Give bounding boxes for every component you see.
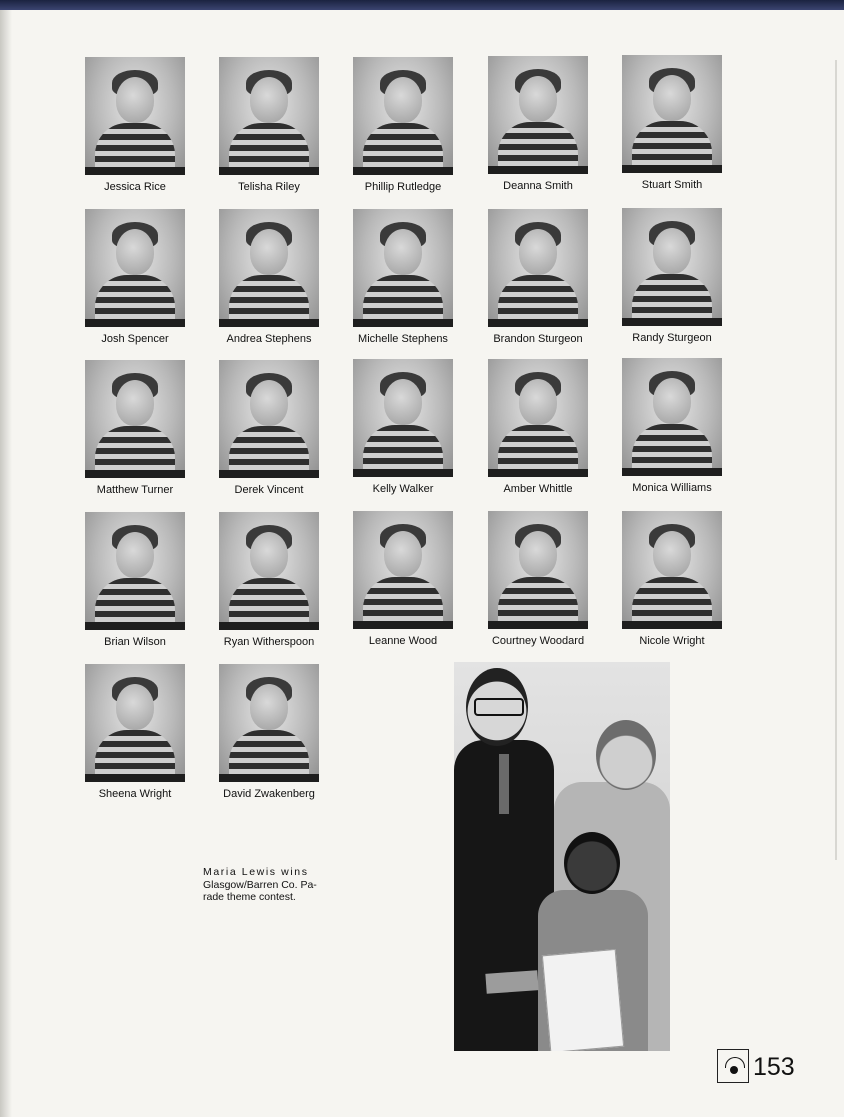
award-group-photo xyxy=(454,662,670,1051)
portrait xyxy=(488,209,588,345)
portrait-photo xyxy=(85,360,185,478)
portrait-name: David Zwakenberg xyxy=(223,788,315,800)
portrait-photo xyxy=(488,56,588,174)
yearbook-logo-icon xyxy=(717,1049,749,1083)
portrait xyxy=(219,512,319,648)
portrait-name: Brian Wilson xyxy=(104,636,166,648)
portrait-name: Sheena Wright xyxy=(98,788,172,800)
portrait xyxy=(85,57,185,193)
portrait-name: Deanna Smith xyxy=(503,180,573,192)
portrait-name: Phillip Rutledge xyxy=(364,181,442,193)
portrait-photo xyxy=(353,511,453,629)
portrait-name: Courtney Woodard xyxy=(491,635,585,647)
portrait-name: Leanne Wood xyxy=(368,635,438,647)
portrait-name: Kelly Walker xyxy=(372,483,434,495)
portrait-name: Michelle Stephens xyxy=(358,333,448,345)
portrait xyxy=(488,56,588,192)
portrait-photo xyxy=(219,664,319,782)
portrait-photo xyxy=(622,511,722,629)
portrait-name: Monica Williams xyxy=(632,482,712,494)
top-binding-band xyxy=(0,0,844,10)
portrait-photo xyxy=(353,209,453,327)
page-gutter-shadow xyxy=(0,10,12,1117)
page-number xyxy=(717,1047,797,1085)
portrait-photo xyxy=(219,209,319,327)
portrait xyxy=(622,511,722,647)
portrait xyxy=(353,209,453,345)
portrait-photo xyxy=(219,360,319,478)
page-number-text: 153 xyxy=(753,1053,795,1081)
portrait-name: Ryan Witherspoon xyxy=(223,636,315,648)
photo-caption xyxy=(203,866,353,904)
portrait xyxy=(488,511,588,647)
portrait xyxy=(85,209,185,345)
portrait-photo xyxy=(488,359,588,477)
portrait-name: Randy Sturgeon xyxy=(632,332,712,344)
portrait xyxy=(622,358,722,494)
portrait xyxy=(85,664,185,800)
portrait-photo xyxy=(488,511,588,629)
portrait-photo xyxy=(353,359,453,477)
portrait-photo xyxy=(622,55,722,173)
portrait xyxy=(85,512,185,648)
portrait xyxy=(219,664,319,800)
portrait-name: Amber Whittle xyxy=(503,483,573,495)
portrait-name: Andrea Stephens xyxy=(226,333,312,345)
portrait-name: Stuart Smith xyxy=(641,179,703,191)
caption-line: Glasgow/Barren Co. Pa- xyxy=(203,878,317,891)
portrait-photo xyxy=(85,512,185,630)
portrait xyxy=(622,208,722,344)
portrait xyxy=(353,57,453,193)
portrait-name: Nicole Wright xyxy=(639,635,705,647)
portrait-name: Josh Spencer xyxy=(101,333,169,345)
portrait xyxy=(622,55,722,191)
portrait-name: Derek Vincent xyxy=(234,484,304,496)
portrait-name: Matthew Turner xyxy=(96,484,174,496)
portrait-photo xyxy=(219,512,319,630)
portrait-name: Jessica Rice xyxy=(104,181,166,193)
portrait xyxy=(488,359,588,495)
caption-line: Maria Lewis wins xyxy=(203,866,309,878)
portrait xyxy=(353,359,453,495)
portrait-name: Brandon Sturgeon xyxy=(493,333,583,345)
portrait-photo xyxy=(353,57,453,175)
portrait xyxy=(219,57,319,193)
portrait xyxy=(85,360,185,496)
portrait-photo xyxy=(488,209,588,327)
portrait xyxy=(353,511,453,647)
portrait-photo xyxy=(622,358,722,476)
page-edge-line xyxy=(835,60,837,860)
portrait xyxy=(219,360,319,496)
portrait-photo xyxy=(219,57,319,175)
portrait-name: Telisha Riley xyxy=(238,181,300,193)
portrait-photo xyxy=(622,208,722,326)
portrait-photo xyxy=(85,209,185,327)
caption-line: rade theme contest. xyxy=(203,891,296,903)
portrait xyxy=(219,209,319,345)
portrait-photo xyxy=(85,664,185,782)
portrait-photo xyxy=(85,57,185,175)
